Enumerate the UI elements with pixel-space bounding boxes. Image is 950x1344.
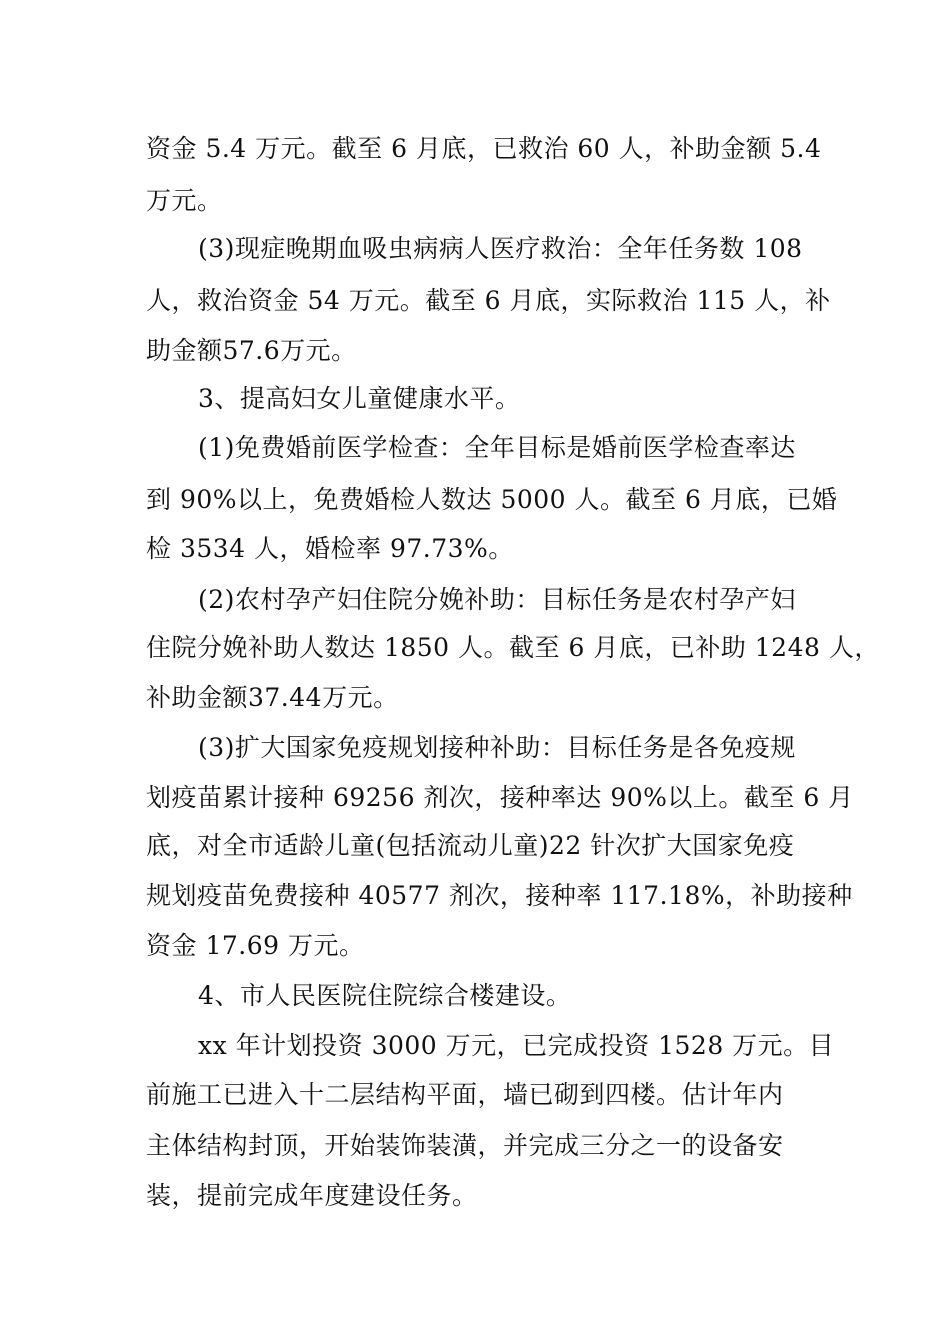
text-line: 装，提前完成年度建设任务。	[146, 1181, 478, 1210]
text-line: 划疫苗累计接种 69256 剂次，接种率达 90%以上。截至 6 月	[146, 783, 854, 812]
section-heading: 4、市人民医院住院综合楼建设。	[198, 981, 572, 1010]
text-line: 规划疫苗免费接种 40577 剂次，接种率 117.18%，补助接种	[146, 881, 853, 910]
text-line: xx 年计划投资 3000 万元，已完成投资 1528 万元。目	[198, 1031, 835, 1060]
text-line: 主体结构封顶，开始装饰装潢，并完成三分之一的设备安	[146, 1131, 784, 1160]
text-line: 资金 5.4 万元。截至 6 月底，已救治 60 人，补助金额 5.4	[146, 134, 822, 163]
text-line: 资金 17.69 万元。	[146, 931, 365, 960]
text-line: (3)扩大国家免疫规划接种补助：目标任务是各免疫规	[198, 733, 796, 762]
text-line: 助金额57.6万元。	[146, 336, 357, 365]
text-line: 万元。	[146, 186, 223, 215]
text-line: (1)免费婚前医学检查：全年目标是婚前医学检查率达	[198, 433, 796, 462]
text-line: 检 3534 人，婚检率 97.73%。	[146, 534, 514, 563]
text-line: 人，救治资金 54 万元。截至 6 月底，实际救治 115 人，补	[146, 286, 831, 315]
text-line: 住院分娩补助人数达 1850 人。截至 6 月底，已补助 1248 人，	[146, 633, 880, 662]
section-heading: 3、提高妇女儿童健康水平。	[198, 384, 521, 413]
text-line: 前施工已进入十二层结构平面，墙已砌到四楼。估计年内	[146, 1080, 784, 1109]
text-line: (3)现症晚期血吸虫病病人医疗救治：全年任务数 108	[198, 234, 803, 263]
text-line: 底，对全市适龄儿童(包括流动儿童)22 针次扩大国家免疫	[146, 831, 795, 860]
text-line: 补助金额37.44万元。	[146, 683, 399, 712]
text-line: 到 90%以上，免费婚检人数达 5000 人。截至 6 月底，已婚	[146, 485, 838, 514]
text-line: (2)农村孕产妇住院分娩补助：目标任务是农村孕产妇	[198, 585, 796, 614]
